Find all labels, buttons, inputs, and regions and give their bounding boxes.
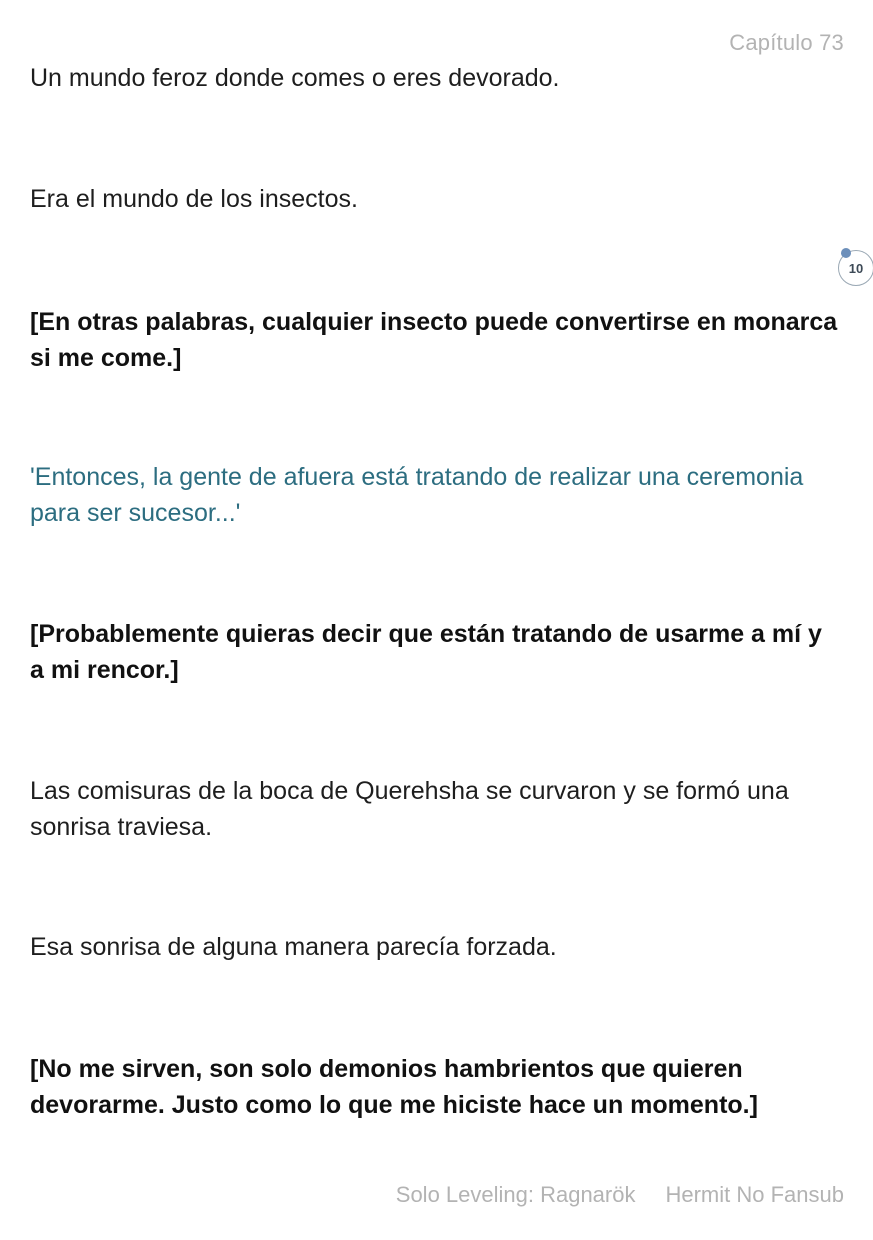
paragraph-dialogue: [Probablemente quieras decir que están tratando de usarme a mí y a mi rencor.] (30, 620, 822, 684)
paragraph-narration: Las comisuras de la boca de Querehsha se curvaron y se formó una sonrisa traviesa. (30, 777, 789, 841)
paragraph-dialogue: [En otras palabras, cualquier insecto puede convertirse en monarca si me come.] (30, 308, 838, 372)
paragraph-narration: Esa sonrisa de alguna manera parecía forzada. (30, 933, 557, 961)
page-number: 10 (848, 260, 864, 276)
paragraph-thought: 'Entonces, la gente de afuera está tratando de realizar una ceremonia para ser sucesor...' (30, 463, 804, 527)
paragraph-narration: Un mundo feroz donde comes o eres devorado. (30, 64, 560, 92)
chapter-label: Capítulo 73 (729, 30, 844, 55)
footer-credits: Hermit No Fansub (665, 1182, 844, 1207)
paragraph-narration: Era el mundo de los insectos. (30, 185, 358, 213)
indicator-dot-icon (841, 248, 851, 258)
page-number-badge[interactable] (838, 250, 873, 286)
footer-title: Solo Leveling: Ragnarök (395, 1182, 636, 1207)
footer (396, 1182, 844, 1208)
paragraph-dialogue: [No me sirven, son solo demonios hambrientos que quieren devorarme. Justo como lo que me hiciste hace un momento.] (30, 1055, 758, 1119)
